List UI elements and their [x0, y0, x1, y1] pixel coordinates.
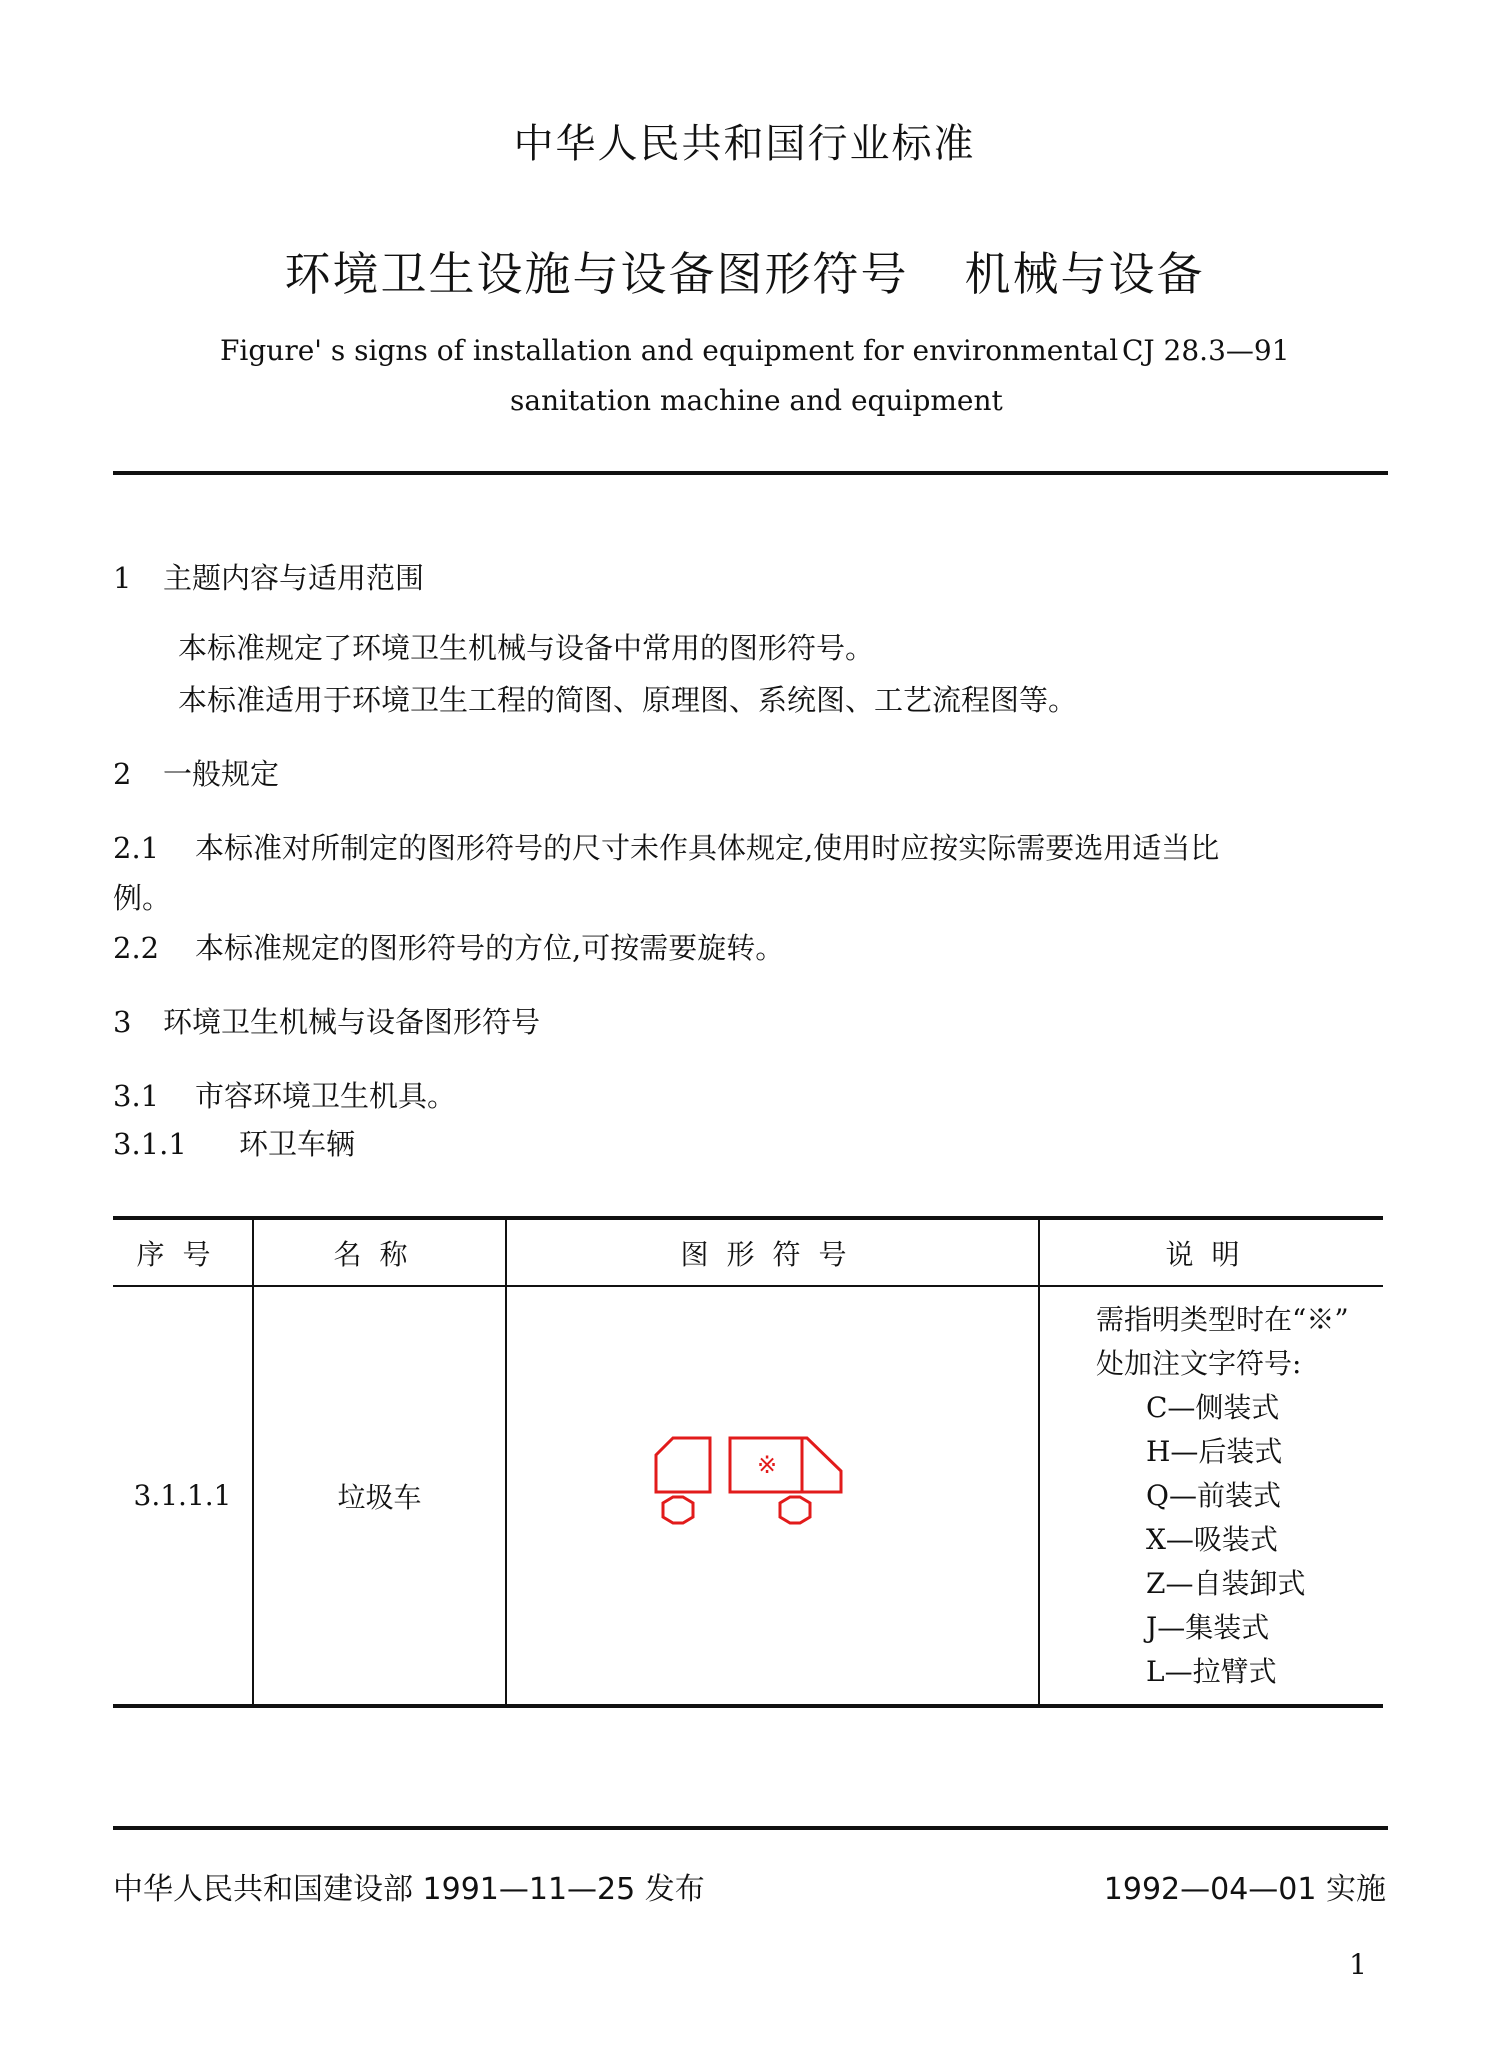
clause-2-2	[113, 926, 784, 967]
type-j: J—集装式	[1146, 1610, 1270, 1644]
clause-2-1-continuation: 例。	[113, 881, 172, 915]
row-number: 3.1.1.1	[113, 1286, 253, 1706]
section-3-heading	[113, 1000, 540, 1041]
table-row	[113, 1286, 1383, 1706]
type-x: X—吸装式	[1146, 1522, 1278, 1556]
section-1-heading	[113, 556, 424, 597]
clause-2-1	[113, 826, 1219, 867]
row-symbol-cell	[506, 1286, 1039, 1706]
type-c: C—侧装式	[1146, 1390, 1280, 1424]
section-2-heading	[113, 752, 279, 793]
note-line-1: 需指明类型时在“※”	[1096, 1302, 1349, 1336]
type-l: L—拉臂式	[1146, 1654, 1277, 1688]
type-q: Q—前装式	[1146, 1478, 1281, 1512]
header-name: 名称	[253, 1218, 506, 1286]
clause-3-1-1-number: 3.1.1	[113, 1127, 187, 1161]
type-placeholder-mark: ※	[756, 1451, 777, 1479]
footer-divider	[113, 1826, 1388, 1830]
document-title	[0, 238, 1489, 304]
section-3-number: 3	[113, 1005, 132, 1039]
title-part-2: 机械与设备	[964, 247, 1205, 301]
clause-2-2-number: 2.2	[113, 931, 160, 965]
issue-info: 中华人民共和国建设部 1991—11—25 发布	[113, 1872, 705, 1907]
section-2-title: 一般规定	[163, 757, 280, 791]
clause-2-1-text: 本标准对所制定的图形符号的尺寸未作具体规定,使用时应按实际需要选用适当比	[195, 831, 1220, 865]
clause-3-1-text: 市容环境卫生机具。	[195, 1079, 457, 1113]
header-symbol: 图形符号	[506, 1218, 1039, 1286]
title-part-1: 环境卫生设施与设备图形符号	[284, 247, 909, 301]
row-name: 垃圾车	[253, 1286, 506, 1706]
clause-3-1-number: 3.1	[113, 1079, 160, 1113]
clause-3-1-1	[113, 1122, 355, 1163]
type-h: H—后装式	[1146, 1434, 1283, 1468]
section-1-title: 主题内容与适用范围	[163, 561, 425, 595]
row-note	[1039, 1286, 1383, 1706]
english-title-line-2: sanitation machine and equipment	[510, 384, 1003, 417]
header-divider	[113, 471, 1388, 475]
clause-3-1	[113, 1074, 456, 1115]
page-number: 1	[1349, 1948, 1367, 1981]
symbol-table	[113, 1216, 1383, 1708]
clause-3-1-1-text: 环卫车辆	[239, 1127, 356, 1161]
garbage-truck-icon	[653, 1427, 893, 1557]
type-z: Z—自装卸式	[1146, 1566, 1306, 1600]
english-title-line-1: Figure' s signs of installation and equipment for environmental	[220, 334, 1119, 367]
header-no: 序号	[113, 1218, 253, 1286]
standard-code: CJ 28.3—91	[1122, 334, 1290, 367]
section-1-paragraph-2: 本标准适用于环境卫生工程的简图、原理图、系统图、工艺流程图等。	[178, 683, 1078, 717]
section-3-title: 环境卫生机械与设备图形符号	[163, 1005, 541, 1039]
table-header-row	[113, 1218, 1383, 1286]
standard-category: 中华人民共和国行业标准	[513, 121, 976, 167]
header-note: 说明	[1039, 1218, 1383, 1286]
section-2-number: 2	[113, 757, 132, 791]
section-1-number: 1	[113, 561, 132, 595]
note-line-2: 处加注文字符号:	[1096, 1346, 1302, 1380]
clause-2-1-number: 2.1	[113, 831, 160, 865]
section-1-paragraph-1: 本标准规定了环境卫生机械与设备中常用的图形符号。	[178, 631, 875, 665]
effective-date: 1992—04—01 实施	[1103, 1872, 1386, 1907]
clause-2-2-text: 本标准规定的图形符号的方位,可按需要旋转。	[195, 931, 785, 965]
